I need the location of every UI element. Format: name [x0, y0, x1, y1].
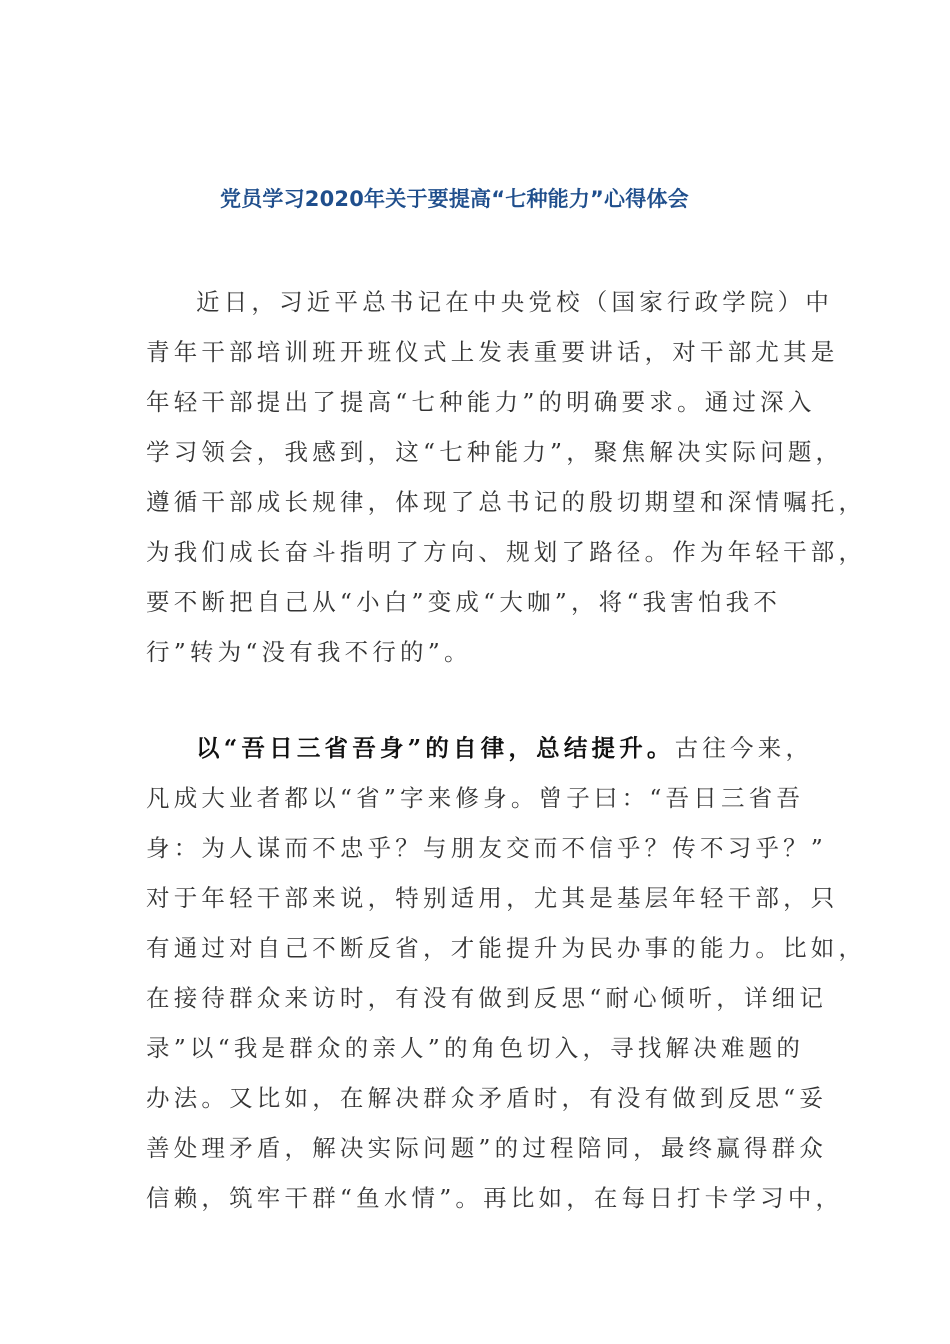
paragraph-line: 近日，习近平总书记在中央党校（国家行政学院）中	[196, 288, 834, 316]
paragraph-line: 信赖，筑牢干群“鱼水情”。再比如，在每日打卡学习中，	[146, 1184, 844, 1212]
paragraph-line: 凡成大业者都以“省”字来修身。曾子曰：“吾日三省吾	[146, 784, 805, 812]
paragraph-line: 行”转为“没有我不行的”。	[146, 638, 472, 666]
paragraph-line: 青年干部培训班开班仪式上发表重要讲话，对干部尤其是	[146, 338, 839, 366]
paragraph-intro	[146, 277, 867, 677]
paragraph-line: 有通过对自己不断反省，才能提升为民办事的能力。比如，	[146, 934, 867, 962]
paragraph-line: 在接待群众来访时，有没有做到反思“耐心倾听，详细记	[146, 984, 828, 1012]
document-title: 党员学习2020年关于要提高“七种能力”心得体会	[220, 187, 689, 211]
paragraph-line: 年轻干部提出了提高“七种能力”的明确要求。通过深入	[146, 388, 816, 416]
paragraph-line: 办法。又比如，在解决群众矛盾时，有没有做到反思“妥	[146, 1084, 828, 1112]
paragraph-line: 为我们成长奋斗指明了方向、规划了路径。作为年轻干部，	[146, 538, 867, 566]
paragraph-line: 录”以“我是群众的亲人”的角色切入，寻找解决难题的	[146, 1034, 805, 1062]
paragraph-line: 要不断把自己从“小白”变成“大咖”，将“我害怕我不	[146, 588, 782, 616]
paragraph-first-line	[146, 723, 814, 773]
paragraph-heading: 以“吾日三省吾身”的自律，总结提升。	[196, 734, 675, 762]
paragraph-line: 学习领会，我感到，这“七种能力”，聚焦解决实际问题，	[146, 438, 844, 466]
paragraph-line: 对于年轻干部来说，特别适用，尤其是基层年轻干部，只	[146, 884, 839, 912]
paragraph-line: 善处理矛盾，解决实际问题”的过程陪同，最终赢得群众	[146, 1134, 828, 1162]
paragraph-heading-rest: 古往今来，	[674, 734, 814, 762]
paragraph-line: 身：为人谋而不忠乎？与朋友交而不信乎？传不习乎？”	[146, 834, 828, 862]
paragraph-line: 遵循干部成长规律，体现了总书记的殷切期望和深情嘱托，	[146, 488, 867, 516]
paragraph-self-reflection	[146, 723, 867, 1223]
